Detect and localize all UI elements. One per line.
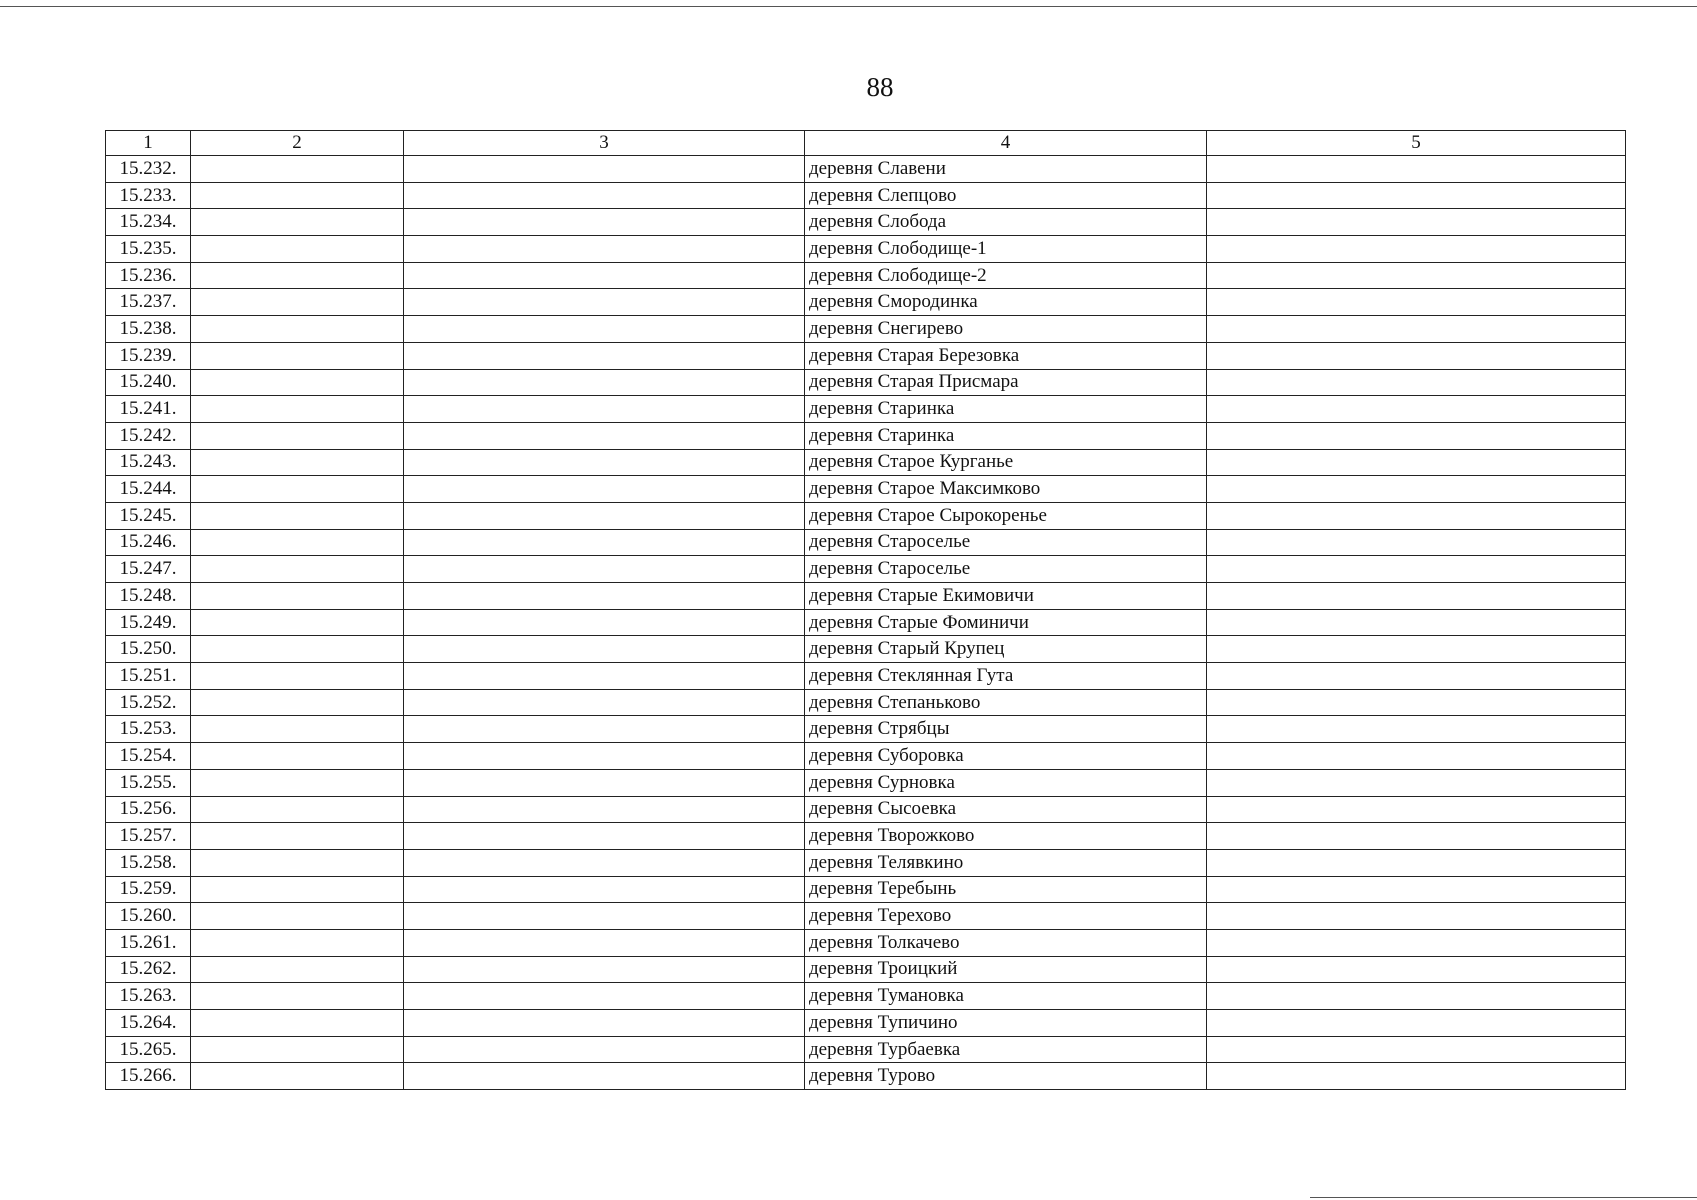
table-row [106, 1010, 1626, 1037]
column-5-cell [1207, 262, 1626, 289]
table-header-row [106, 131, 1626, 156]
column-5-cell [1207, 929, 1626, 956]
table-row [106, 636, 1626, 663]
column-2-cell [191, 663, 404, 690]
table-row [106, 316, 1626, 343]
settlement-name-cell: деревня Старая Березовка [805, 342, 1207, 369]
column-5-cell [1207, 663, 1626, 690]
column-2-cell [191, 396, 404, 423]
row-number-cell: 15.241. [106, 396, 191, 423]
column-3-cell [404, 396, 805, 423]
row-number-cell: 15.263. [106, 983, 191, 1010]
settlement-name-cell: деревня Слободище-2 [805, 262, 1207, 289]
row-number-cell: 15.239. [106, 342, 191, 369]
column-2-cell [191, 156, 404, 183]
column-3-cell [404, 743, 805, 770]
row-number-cell: 15.265. [106, 1036, 191, 1063]
settlement-name-cell: деревня Слепцово [805, 182, 1207, 209]
settlement-name-cell: деревня Степаньково [805, 689, 1207, 716]
row-number-cell: 15.251. [106, 663, 191, 690]
column-3-cell [404, 1010, 805, 1037]
column-5-cell [1207, 449, 1626, 476]
table-row [106, 529, 1626, 556]
column-5-cell [1207, 556, 1626, 583]
column-2-cell [191, 236, 404, 263]
row-number-cell: 15.235. [106, 236, 191, 263]
column-2-cell [191, 1063, 404, 1090]
column-3-cell [404, 476, 805, 503]
column-5-cell [1207, 849, 1626, 876]
row-number-cell: 15.264. [106, 1010, 191, 1037]
column-5-cell [1207, 502, 1626, 529]
column-2-cell [191, 449, 404, 476]
table-row [106, 342, 1626, 369]
table-row [106, 689, 1626, 716]
column-3-cell [404, 663, 805, 690]
table-row [106, 929, 1626, 956]
column-2-cell [191, 289, 404, 316]
table-row [106, 369, 1626, 396]
column-2-cell [191, 369, 404, 396]
table-row [106, 663, 1626, 690]
column-3-cell [404, 903, 805, 930]
column-2-cell [191, 983, 404, 1010]
settlement-name-cell: деревня Сурновка [805, 769, 1207, 796]
column-3-cell [404, 716, 805, 743]
column-5-cell [1207, 609, 1626, 636]
column-3-cell [404, 449, 805, 476]
table-row [106, 956, 1626, 983]
column-3-cell [404, 583, 805, 610]
row-number-cell: 15.244. [106, 476, 191, 503]
column-2-cell [191, 556, 404, 583]
table-row [106, 769, 1626, 796]
row-number-cell: 15.252. [106, 689, 191, 716]
table-row [106, 716, 1626, 743]
column-header-4: 4 [805, 131, 1207, 156]
column-5-cell [1207, 422, 1626, 449]
column-3-cell [404, 796, 805, 823]
column-3-cell [404, 502, 805, 529]
row-number-cell: 15.256. [106, 796, 191, 823]
column-header-1: 1 [106, 131, 191, 156]
table-row [106, 396, 1626, 423]
row-number-cell: 15.261. [106, 929, 191, 956]
column-3-cell [404, 422, 805, 449]
table-row [106, 289, 1626, 316]
table-row [106, 422, 1626, 449]
column-2-cell [191, 342, 404, 369]
settlement-name-cell: деревня Старое Максимково [805, 476, 1207, 503]
row-number-cell: 15.232. [106, 156, 191, 183]
column-2-cell [191, 903, 404, 930]
column-3-cell [404, 342, 805, 369]
settlement-name-cell: деревня Тумановка [805, 983, 1207, 1010]
table-row [106, 583, 1626, 610]
row-number-cell: 15.233. [106, 182, 191, 209]
row-number-cell: 15.246. [106, 529, 191, 556]
table-row [106, 849, 1626, 876]
settlement-name-cell: деревня Троицкий [805, 956, 1207, 983]
table-row [106, 876, 1626, 903]
settlement-name-cell: деревня Снегирево [805, 316, 1207, 343]
column-2-cell [191, 262, 404, 289]
row-number-cell: 15.240. [106, 369, 191, 396]
column-2-cell [191, 769, 404, 796]
column-3-cell [404, 236, 805, 263]
page-number: 88 [866, 72, 894, 102]
column-2-cell [191, 609, 404, 636]
settlement-name-cell: деревня Телявкино [805, 849, 1207, 876]
column-header-2: 2 [191, 131, 404, 156]
column-3-cell [404, 156, 805, 183]
table-row [106, 823, 1626, 850]
settlement-name-cell: деревня Слободище-1 [805, 236, 1207, 263]
column-5-cell [1207, 316, 1626, 343]
column-2-cell [191, 716, 404, 743]
row-number-cell: 15.237. [106, 289, 191, 316]
row-number-cell: 15.234. [106, 209, 191, 236]
settlement-name-cell: деревня Турбаевка [805, 1036, 1207, 1063]
column-2-cell [191, 422, 404, 449]
column-5-cell [1207, 796, 1626, 823]
column-2-cell [191, 876, 404, 903]
column-header-3: 3 [404, 131, 805, 156]
settlement-name-cell: деревня Терехово [805, 903, 1207, 930]
row-number-cell: 15.243. [106, 449, 191, 476]
column-3-cell [404, 849, 805, 876]
table-row [106, 502, 1626, 529]
column-3-cell [404, 956, 805, 983]
settlement-name-cell: деревня Старые Фоминичи [805, 609, 1207, 636]
row-number-cell: 15.242. [106, 422, 191, 449]
row-number-cell: 15.254. [106, 743, 191, 770]
settlement-name-cell: деревня Старинка [805, 422, 1207, 449]
column-3-cell [404, 983, 805, 1010]
row-number-cell: 15.236. [106, 262, 191, 289]
column-2-cell [191, 636, 404, 663]
column-3-cell [404, 689, 805, 716]
column-5-cell [1207, 236, 1626, 263]
column-3-cell [404, 1036, 805, 1063]
column-3-cell [404, 289, 805, 316]
column-5-cell [1207, 983, 1626, 1010]
row-number-cell: 15.247. [106, 556, 191, 583]
column-5-cell [1207, 209, 1626, 236]
table-row [106, 903, 1626, 930]
column-5-cell [1207, 529, 1626, 556]
column-5-cell [1207, 1063, 1626, 1090]
column-2-cell [191, 529, 404, 556]
row-number-cell: 15.257. [106, 823, 191, 850]
column-5-cell [1207, 903, 1626, 930]
column-5-cell [1207, 476, 1626, 503]
column-5-cell [1207, 956, 1626, 983]
column-3-cell [404, 369, 805, 396]
settlement-name-cell: деревня Старая Присмара [805, 369, 1207, 396]
settlement-name-cell: деревня Стеклянная Гута [805, 663, 1207, 690]
column-2-cell [191, 209, 404, 236]
table-row [106, 449, 1626, 476]
column-5-cell [1207, 743, 1626, 770]
scan-edge-line-bottom [1310, 1197, 1697, 1198]
column-5-cell [1207, 769, 1626, 796]
column-2-cell [191, 502, 404, 529]
settlement-name-cell: деревня Старые Екимовичи [805, 583, 1207, 610]
settlements-table [105, 130, 1626, 1090]
column-5-cell [1207, 1010, 1626, 1037]
settlement-name-cell: деревня Творожково [805, 823, 1207, 850]
column-3-cell [404, 823, 805, 850]
column-5-cell [1207, 156, 1626, 183]
settlement-name-cell: деревня Теребынь [805, 876, 1207, 903]
settlement-name-cell: деревня Тупичино [805, 1010, 1207, 1037]
settlement-name-cell: деревня Стрябцы [805, 716, 1207, 743]
column-3-cell [404, 556, 805, 583]
column-2-cell [191, 743, 404, 770]
table-row [106, 796, 1626, 823]
table-row [106, 156, 1626, 183]
settlement-name-cell: деревня Слобода [805, 209, 1207, 236]
column-5-cell [1207, 182, 1626, 209]
table-row [106, 182, 1626, 209]
settlement-name-cell: деревня Староселье [805, 529, 1207, 556]
row-number-cell: 15.255. [106, 769, 191, 796]
settlement-name-cell: деревня Старое Курганье [805, 449, 1207, 476]
column-5-cell [1207, 689, 1626, 716]
column-5-cell [1207, 396, 1626, 423]
column-5-cell [1207, 636, 1626, 663]
row-number-cell: 15.260. [106, 903, 191, 930]
settlement-name-cell: деревня Староселье [805, 556, 1207, 583]
column-2-cell [191, 796, 404, 823]
settlement-name-cell: деревня Толкачево [805, 929, 1207, 956]
column-3-cell [404, 529, 805, 556]
table-row [106, 209, 1626, 236]
column-5-cell [1207, 876, 1626, 903]
settlement-name-cell: деревня Старинка [805, 396, 1207, 423]
settlement-name-cell: деревня Старое Сырокоренье [805, 502, 1207, 529]
row-number-cell: 15.259. [106, 876, 191, 903]
row-number-cell: 15.249. [106, 609, 191, 636]
column-2-cell [191, 956, 404, 983]
column-2-cell [191, 689, 404, 716]
table-row [106, 556, 1626, 583]
column-5-cell [1207, 823, 1626, 850]
row-number-cell: 15.245. [106, 502, 191, 529]
column-2-cell [191, 583, 404, 610]
column-3-cell [404, 609, 805, 636]
row-number-cell: 15.253. [106, 716, 191, 743]
column-5-cell [1207, 1036, 1626, 1063]
column-3-cell [404, 262, 805, 289]
column-2-cell [191, 929, 404, 956]
table-row [106, 1063, 1626, 1090]
settlement-name-cell: деревня Смородинка [805, 289, 1207, 316]
column-3-cell [404, 316, 805, 343]
column-5-cell [1207, 583, 1626, 610]
column-5-cell [1207, 342, 1626, 369]
column-2-cell [191, 316, 404, 343]
column-header-5: 5 [1207, 131, 1626, 156]
table-body [106, 156, 1626, 1090]
column-2-cell [191, 823, 404, 850]
scan-edge-line-top [0, 6, 1697, 7]
column-2-cell [191, 849, 404, 876]
column-3-cell [404, 636, 805, 663]
row-number-cell: 15.258. [106, 849, 191, 876]
row-number-cell: 15.250. [106, 636, 191, 663]
column-3-cell [404, 929, 805, 956]
column-5-cell [1207, 716, 1626, 743]
column-2-cell [191, 1010, 404, 1037]
column-3-cell [404, 209, 805, 236]
table-row [106, 743, 1626, 770]
column-2-cell [191, 476, 404, 503]
row-number-cell: 15.266. [106, 1063, 191, 1090]
table-row [106, 262, 1626, 289]
table-row [106, 609, 1626, 636]
row-number-cell: 15.238. [106, 316, 191, 343]
column-3-cell [404, 1063, 805, 1090]
settlement-name-cell: деревня Сысоевка [805, 796, 1207, 823]
table-row [106, 1036, 1626, 1063]
column-5-cell [1207, 369, 1626, 396]
column-5-cell [1207, 289, 1626, 316]
column-3-cell [404, 769, 805, 796]
table-row [106, 476, 1626, 503]
table-row [106, 983, 1626, 1010]
column-3-cell [404, 876, 805, 903]
column-2-cell [191, 1036, 404, 1063]
column-3-cell [404, 182, 805, 209]
row-number-cell: 15.248. [106, 583, 191, 610]
table-row [106, 236, 1626, 263]
column-2-cell [191, 182, 404, 209]
settlement-name-cell: деревня Турово [805, 1063, 1207, 1090]
settlement-name-cell: деревня Суборовка [805, 743, 1207, 770]
settlement-name-cell: деревня Славени [805, 156, 1207, 183]
settlement-name-cell: деревня Старый Крупец [805, 636, 1207, 663]
row-number-cell: 15.262. [106, 956, 191, 983]
